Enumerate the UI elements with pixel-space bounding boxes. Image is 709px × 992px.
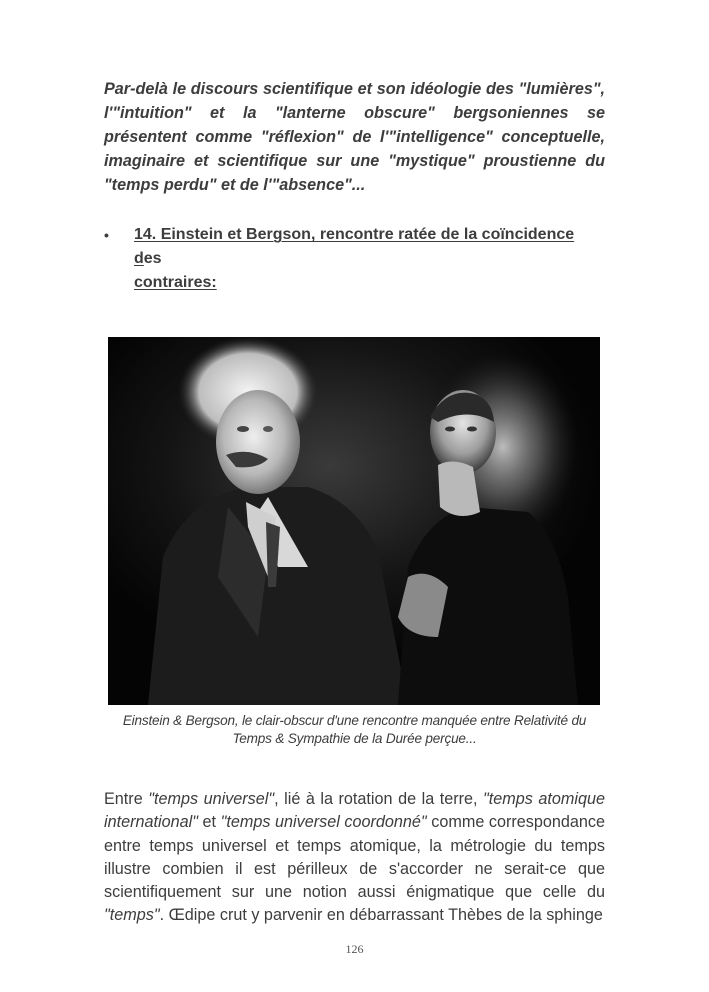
body-segment: Entre	[104, 790, 149, 808]
body-segment: et	[197, 813, 221, 832]
body-segment: . Œdipe crut y parvenir en débarrassant Thèbes de la sphinge	[159, 906, 603, 925]
body-segment-italic: "temps"	[104, 906, 160, 925]
body-segment-italic: "temps universel coordonné"	[220, 813, 427, 832]
section-title	[134, 223, 605, 295]
bullet-marker: •	[104, 227, 109, 243]
figure-caption: Einstein & Bergson, le clair-obscur d'une rencontre manquée entre Relativité du Temps & Sympathie de la Durée perçue...	[122, 713, 587, 746]
body-segment: , lié à la rotation de la terre,	[274, 790, 484, 808]
body-paragraph	[104, 788, 605, 928]
section-title-underlined: 14. Einstein et Bergson, rencontre ratée de la coïncidence d	[134, 226, 575, 267]
intro-paragraph: Par-delà le discours scientifique et son idéologie des "lumières", l'"intuition" et la "lanterne obscure" bergsoniennes se présentent comme "réflexion" de l'"intelligence" conceptuelle, imaginaire et scientifique sur une "mystique" proustienne du "temps perdu" et de l'"absence"...	[104, 80, 605, 194]
body-segment-italic: "temps universel"	[148, 790, 275, 808]
section-title-tail: es	[143, 250, 162, 267]
body-segment-italic: "temps atomique international"	[104, 790, 605, 832]
body-segment: comme correspondance entre temps universel et temps atomique, la métrologie du temps illustre combien il est périlleux de s'accorder ne serait-ce que scientifiquement sur une notion aussi énigmatique que celle du	[104, 813, 605, 902]
section-title-line2: contraires:	[134, 274, 217, 291]
page-number: 126	[345, 942, 364, 956]
einstein-bergson-photo	[108, 337, 600, 705]
